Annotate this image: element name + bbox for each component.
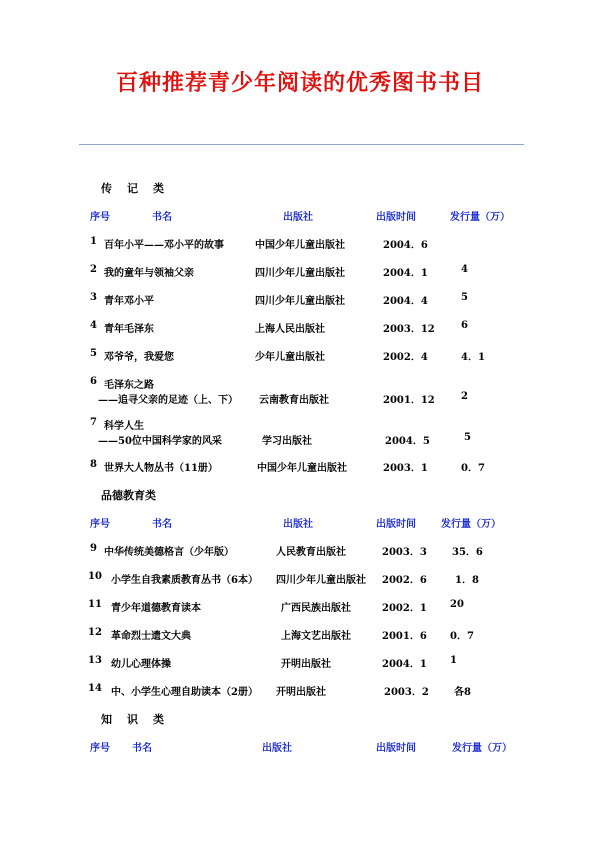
book-title: 毛泽东之路 [104,380,154,391]
book-publisher: 四川少年儿童出版社 [255,296,345,307]
book-publisher: 开明出版社 [276,687,326,698]
book-qty: 6 [461,320,468,331]
book-title: 世界大人物丛书（11册） [104,463,218,474]
book-num: 13 [88,655,102,666]
header-qty: 发行量（万） [441,519,501,530]
book-qty: 1 [450,655,457,666]
book-date: 2003．12 [383,324,435,335]
book-date: 2001．12 [383,395,435,406]
book-qty: 4．1 [461,352,485,363]
book-subtitle: ——50位中国科学家的风采 [98,436,222,447]
book-title: 幼儿心理体操 [111,659,171,670]
book-title: 小学生自我素质教育丛书（6本） [111,575,258,586]
book-publisher: 四川少年儿童出版社 [276,575,366,586]
book-num: 8 [90,459,97,470]
book-qty: 0．7 [461,463,485,474]
book-num: 12 [88,627,102,638]
book-num: 3 [90,292,97,303]
book-qty: 2 [461,391,468,402]
book-publisher: 上海文艺出版社 [281,631,351,642]
column-header-row [0,208,600,224]
book-qty: 5 [464,432,471,443]
page-title: 百种推荐青少年阅读的优秀图书书目 [115,70,484,96]
book-title: 中、小学生心理自助读本（2册） [111,687,258,698]
book-publisher: 云南教育出版社 [259,395,329,406]
book-num: 2 [90,264,97,275]
header-name: 书名 [152,212,172,223]
book-num: 7 [90,417,97,428]
book-date: 2004．6 [383,240,428,251]
book-date: 2001．6 [382,631,427,642]
header-num: 序号 [90,212,110,223]
book-date: 2004．5 [385,436,430,447]
book-qty: 4 [461,264,468,275]
book-publisher: 人民教育出版社 [276,547,346,558]
book-title: 科学人生 [104,421,144,432]
book-num: 4 [90,320,97,331]
book-qty: 1．8 [455,575,479,586]
book-qty: 20 [450,599,464,610]
book-publisher: 少年儿童出版社 [255,352,325,363]
header-date: 出版时间 [376,212,416,223]
header-name: 书名 [152,519,172,530]
book-subtitle: ——追寻父亲的足迹（上、下） [98,395,238,406]
book-publisher: 中国少年儿童出版社 [255,240,345,251]
header-pub: 出版社 [262,743,292,754]
book-num: 6 [90,376,97,387]
section-heading-knowledge: 知 识 类 [101,713,166,726]
book-date: 2004．1 [383,268,428,279]
book-title: 中华传统美德格言（少年版） [104,547,234,558]
book-num: 1 [90,236,97,247]
book-title: 百年小平——邓小平的故事 [104,240,224,251]
header-pub: 出版社 [283,519,313,530]
book-title: 青少年道德教育读本 [111,603,201,614]
book-title: 邓爷爷，我爱您 [104,352,174,363]
column-header-row [0,515,600,531]
book-date: 2003．3 [382,547,427,558]
header-num: 序号 [90,743,110,754]
book-date: 2003．2 [384,687,429,698]
book-date: 2002．1 [382,603,427,614]
book-date: 2003．1 [383,463,428,474]
book-date: 2002．6 [382,575,427,586]
header-num: 序号 [90,519,110,530]
book-qty: 各8 [454,687,471,698]
book-publisher: 四川少年儿童出版社 [255,268,345,279]
book-num: 5 [90,348,97,359]
book-title: 革命烈士遗文大典 [111,631,191,642]
book-publisher: 中国少年儿童出版社 [257,463,347,474]
book-date: 2004．1 [382,659,427,670]
header-name: 书名 [132,743,152,754]
book-num: 9 [90,543,97,554]
section-heading-biography: 传 记 类 [101,182,166,195]
book-publisher: 上海人民出版社 [255,324,325,335]
book-publisher: 开明出版社 [281,659,331,670]
book-publisher: 广西民族出版社 [281,603,351,614]
title-divider [79,144,524,145]
header-pub: 出版社 [283,212,313,223]
book-publisher: 学习出版社 [262,436,312,447]
header-qty: 发行量（万） [450,212,510,223]
book-num: 14 [88,683,102,694]
book-num: 11 [88,599,102,610]
header-date: 出版时间 [376,519,416,530]
header-qty: 发行量（万） [452,743,512,754]
book-date: 2004．4 [383,296,428,307]
book-qty: 5 [461,292,468,303]
book-qty: 0．7 [450,631,474,642]
column-header-row [0,739,600,755]
section-heading-moral-education: 品德教育类 [101,489,156,502]
book-title: 青年毛泽东 [104,324,154,335]
book-num: 10 [88,571,102,582]
header-date: 出版时间 [376,743,416,754]
book-qty: 35．6 [452,547,483,558]
book-title: 青年邓小平 [104,296,154,307]
book-date: 2002．4 [383,352,428,363]
book-title: 我的童年与领袖父亲 [104,268,194,279]
